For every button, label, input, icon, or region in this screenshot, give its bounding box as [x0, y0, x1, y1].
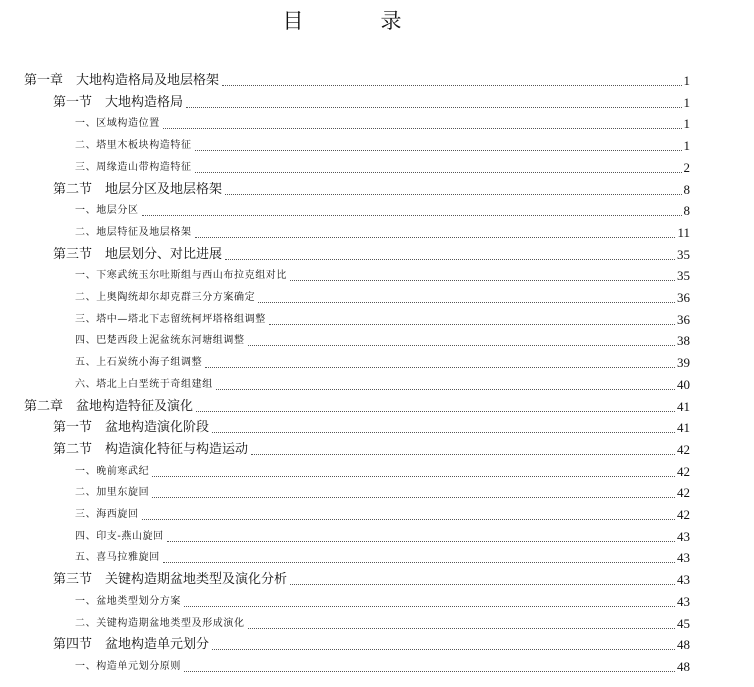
toc-entry-page-number: 48	[677, 637, 690, 653]
toc-entry-section[interactable]	[53, 92, 690, 113]
toc-entry-page-number: 8	[683, 181, 690, 197]
toc-entry-page-number: 1	[683, 138, 690, 154]
toc-entry-page-number: 36	[677, 311, 690, 327]
toc-entry-page-number: 48	[677, 658, 690, 674]
toc-entry-item[interactable]	[75, 157, 690, 178]
toc-entry-label: 三、塔中—塔北下志留统柯坪塔格组调整	[75, 313, 266, 325]
toc-entry-page-number: 8	[683, 203, 690, 219]
toc-entry-section[interactable]	[53, 569, 690, 590]
toc-entry-label: 一、地层分区	[75, 205, 139, 217]
toc-entry-label: 三、周缘造山带构造特征	[75, 161, 192, 173]
toc-entry-page-number: 35	[677, 268, 690, 284]
toc-entry-item[interactable]	[75, 591, 690, 612]
toc-entry-page-number: 43	[677, 593, 690, 609]
toc-entry-label: 第三节 关键构造期盆地类型及演化分析	[53, 572, 288, 588]
dot-leader	[152, 497, 675, 498]
toc-entry-section[interactable]	[53, 244, 690, 265]
toc-entry-page-number: 40	[677, 376, 690, 392]
toc-entry-label: 六、塔北上白垩统于奇组建组	[75, 378, 213, 390]
dot-leader	[195, 172, 682, 173]
toc-entry-item[interactable]	[75, 352, 690, 373]
toc-entry-page-number: 38	[677, 333, 690, 349]
toc-entry-page-number: 39	[677, 355, 690, 371]
dot-leader	[142, 519, 675, 520]
toc-entry-chapter[interactable]	[24, 70, 690, 91]
toc-entry-item[interactable]	[75, 287, 690, 308]
dot-leader	[152, 476, 675, 477]
toc-entry-label: 第三节 地层划分、对比进展	[53, 246, 223, 262]
dot-leader	[248, 628, 675, 629]
toc-entry-section[interactable]	[53, 634, 690, 655]
dot-leader	[225, 194, 681, 195]
toc-entry-page-number: 42	[677, 463, 690, 479]
toc-entry-item[interactable]	[75, 309, 690, 330]
toc-entry-item[interactable]	[75, 526, 690, 547]
toc-entry-label: 五、上石炭统小海子组调整	[75, 357, 203, 369]
dot-leader	[142, 215, 682, 216]
toc-entry-item[interactable]	[75, 374, 690, 395]
toc-entry-item[interactable]	[75, 613, 690, 634]
toc-entry-label: 第一节 大地构造格局	[53, 94, 184, 110]
dot-leader	[163, 128, 682, 129]
dot-leader	[251, 454, 675, 455]
toc-entry-page-number: 41	[677, 420, 690, 436]
toc-entry-item[interactable]	[75, 482, 690, 503]
toc-entry-page-number: 43	[677, 572, 690, 588]
toc-entry-item[interactable]	[75, 200, 690, 221]
dot-leader	[269, 324, 675, 325]
toc-entry-item[interactable]	[75, 656, 690, 677]
dot-leader	[290, 584, 675, 585]
dot-leader	[290, 280, 675, 281]
toc-entry-page-number: 43	[677, 528, 690, 544]
toc-entry-page-number: 42	[677, 485, 690, 501]
toc-entry-item[interactable]	[75, 504, 690, 525]
dot-leader	[196, 411, 675, 412]
toc-entry-item[interactable]	[75, 547, 690, 568]
dot-leader	[225, 259, 675, 260]
toc-entry-label: 四、巴楚西段上泥盆统东河塘组调整	[75, 335, 245, 347]
toc-entry-page-number: 43	[677, 550, 690, 566]
toc-entry-label: 一、下寒武统玉尔吐斯组与西山布拉克组对比	[75, 270, 287, 282]
toc-entry-label: 第四节 盆地构造单元划分	[53, 637, 210, 653]
dot-leader	[205, 367, 675, 368]
toc-entry-label: 二、塔里木板块构造特征	[75, 140, 192, 152]
toc-entry-section[interactable]	[53, 439, 690, 460]
toc-entry-label: 四、印支-燕山旋回	[75, 530, 164, 542]
dot-leader	[186, 107, 681, 108]
dot-leader	[163, 562, 675, 563]
toc-entry-page-number: 42	[677, 507, 690, 522]
toc-entry-label: 第一节 盆地构造演化阶段	[53, 420, 210, 436]
toc-entry-label: 一、晚前寒武纪	[75, 465, 150, 477]
toc-entry-label: 二、地层特征及地层格架	[75, 226, 192, 238]
toc-entry-page-number: 1	[683, 73, 690, 88]
toc-entry-item[interactable]	[75, 461, 690, 482]
toc-entry-page-number: 41	[677, 398, 690, 414]
toc-entry-label: 一、盆地类型划分方案	[75, 595, 181, 607]
dot-leader	[184, 606, 675, 607]
toc-title: 目 录	[282, 9, 430, 33]
toc-entry-label: 一、构造单元划分原则	[75, 660, 181, 672]
toc-entry-page-number: 1	[683, 116, 690, 132]
toc-entry-item[interactable]	[75, 222, 690, 243]
toc-entry-page-number: 42	[677, 441, 690, 457]
toc-entry-page-number: 35	[677, 246, 690, 262]
dot-leader	[167, 541, 675, 542]
toc-entry-label: 第二节 地层分区及地层格架	[53, 181, 223, 197]
toc-entry-page-number: 11	[677, 224, 690, 240]
toc-entry-label: 一、区域构造位置	[75, 118, 160, 130]
toc-entry-label: 五、喜马拉雅旋回	[75, 552, 160, 564]
toc-entry-item[interactable]	[75, 330, 690, 351]
dot-leader	[216, 389, 675, 390]
toc-entry-section[interactable]	[53, 179, 690, 200]
toc-entry-item[interactable]	[75, 113, 690, 134]
toc-entry-label: 第一章 大地构造格局及地层格架	[24, 73, 220, 88]
toc-entry-label: 二、加里东旋回	[75, 487, 150, 499]
dot-leader	[195, 150, 682, 151]
toc-entry-page-number: 36	[677, 290, 690, 305]
toc-entry-page-number: 1	[683, 94, 690, 110]
toc-entry-section[interactable]	[53, 417, 690, 438]
dot-leader	[258, 302, 675, 303]
toc-entry-label: 第二章 盆地构造特征及演化	[24, 398, 194, 414]
dot-leader	[248, 345, 675, 346]
toc-entry-page-number: 45	[677, 615, 690, 631]
toc-entry-label: 二、上奥陶统却尔却克群三分方案确定	[75, 292, 256, 303]
toc-entry-chapter[interactable]	[24, 396, 690, 417]
toc-entry-page-number: 2	[683, 159, 690, 175]
toc-entry-item[interactable]	[75, 265, 690, 286]
toc-entry-label: 三、海西旋回	[75, 509, 139, 520]
toc-entry-label: 第二节 构造演化特征与构造运动	[53, 441, 249, 457]
dot-leader	[184, 671, 675, 672]
toc-entry-item[interactable]	[75, 135, 690, 156]
dot-leader	[222, 85, 681, 86]
dot-leader	[212, 432, 675, 433]
dot-leader	[212, 649, 675, 650]
toc-entry-label: 二、关键构造期盆地类型及形成演化	[75, 617, 245, 629]
dot-leader	[195, 237, 676, 238]
